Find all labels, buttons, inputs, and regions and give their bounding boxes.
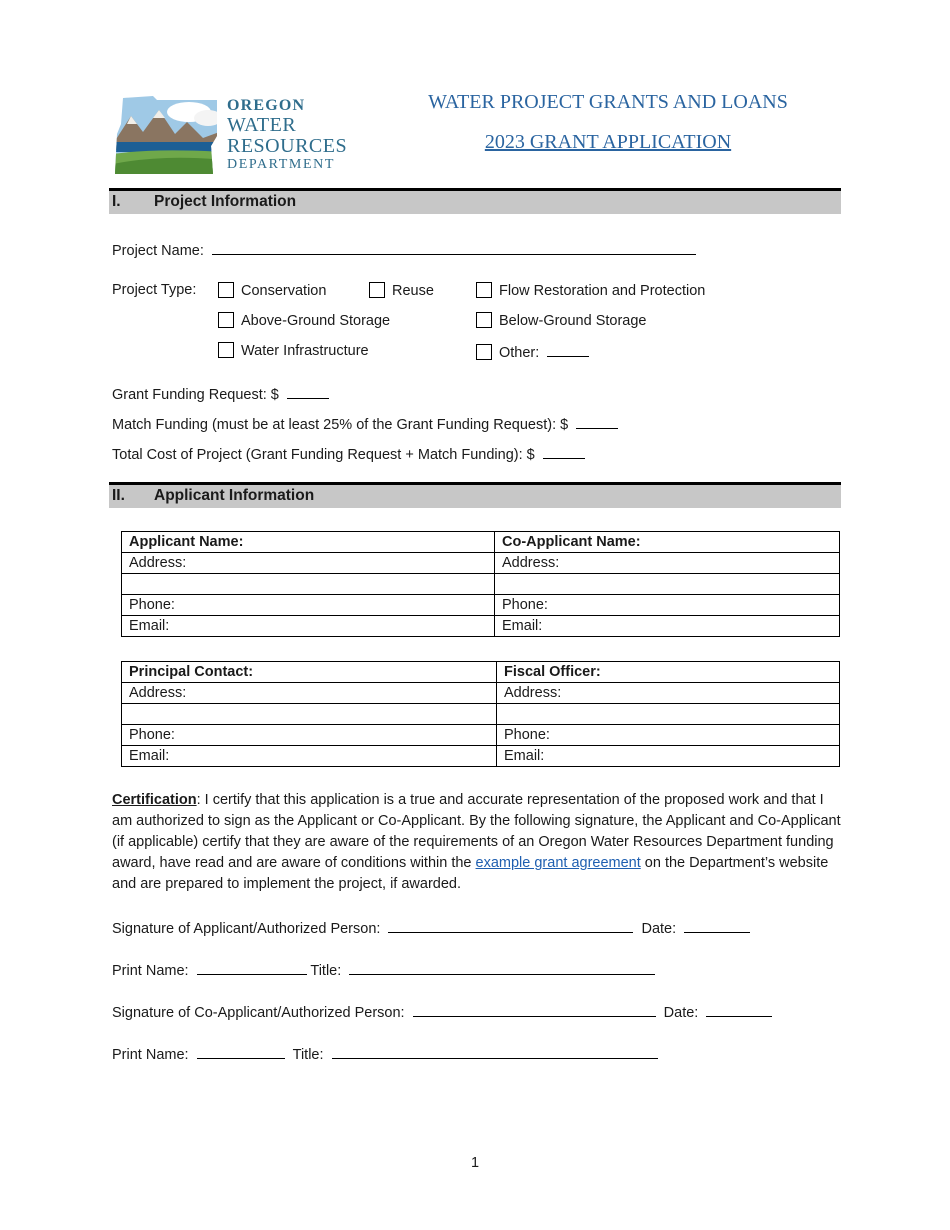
total-cost-row <box>112 444 585 463</box>
applicant-email-cell[interactable]: Email: <box>122 616 495 637</box>
type-reuse-option[interactable] <box>369 282 434 299</box>
applicant-table <box>121 531 840 637</box>
above-ground-label: Above-Ground Storage <box>241 313 391 329</box>
applicant-name-cell[interactable]: Applicant Name: <box>122 532 495 553</box>
flow-restoration-label: Flow Restoration and Protection <box>499 283 706 299</box>
conservation-label: Conservation <box>241 283 327 299</box>
reuse-label: Reuse <box>392 283 434 299</box>
grant-request-label: Grant Funding Request: $ <box>112 387 279 403</box>
type-above-ground-option[interactable] <box>218 312 390 329</box>
principal-email-cell[interactable]: Email: <box>122 746 497 767</box>
fiscal-address-line2-cell[interactable] <box>497 704 840 725</box>
logo-line-water: WATER <box>227 114 297 136</box>
match-funding-field[interactable] <box>576 414 618 429</box>
type-other-option[interactable] <box>476 342 589 361</box>
principal-contact-cell[interactable]: Principal Contact: <box>122 662 497 683</box>
applicant-date-field[interactable] <box>684 918 750 933</box>
section-header-project-information <box>109 188 841 214</box>
co-applicant-address-cell[interactable]: Address: <box>495 553 840 574</box>
grant-request-field[interactable] <box>287 384 329 399</box>
certification-label: Certification <box>112 792 197 808</box>
below-ground-label: Below-Ground Storage <box>499 313 647 329</box>
table-row <box>122 532 840 553</box>
type-conservation-option[interactable] <box>218 282 326 299</box>
other-field[interactable] <box>547 342 589 357</box>
section-title: Project Information <box>154 193 297 210</box>
co-applicant-print-name-field[interactable] <box>197 1044 285 1059</box>
logo-wordmark <box>227 98 347 172</box>
project-name-label: Project Name: <box>112 243 204 259</box>
example-grant-agreement-link[interactable]: example grant agreement <box>475 855 641 871</box>
table-row <box>122 553 840 574</box>
applicant-address-cell[interactable]: Address: <box>122 553 495 574</box>
section-number: I. <box>112 193 121 210</box>
project-type-label: Project Type: <box>112 282 197 298</box>
applicant-phone-cell[interactable]: Phone: <box>122 595 495 616</box>
water-infrastructure-label: Water Infrastructure <box>241 343 369 359</box>
table-row <box>122 616 840 637</box>
total-cost-field[interactable] <box>543 444 585 459</box>
other-label: Other: <box>499 345 540 361</box>
above-ground-checkbox[interactable] <box>218 312 234 328</box>
oregon-map-landscape-icon <box>113 94 225 178</box>
document-subtitle: 2023 GRANT APPLICATION <box>484 131 732 153</box>
logo-line-department: DEPARTMENT <box>227 157 335 172</box>
co-applicant-title-field[interactable] <box>332 1044 658 1059</box>
fiscal-address-cell[interactable]: Address: <box>497 683 840 704</box>
co-applicant-date-label: Date: <box>663 1005 699 1021</box>
table-row <box>122 704 840 725</box>
applicant-print-name-row <box>112 960 655 979</box>
principal-address-cell[interactable]: Address: <box>122 683 497 704</box>
table-row <box>122 725 840 746</box>
applicant-signature-field[interactable] <box>388 918 633 933</box>
project-name-field[interactable] <box>212 240 696 255</box>
principal-phone-cell[interactable]: Phone: <box>122 725 497 746</box>
co-applicant-print-name-label: Print Name: <box>112 1047 189 1063</box>
co-applicant-title-label: Title: <box>292 1047 324 1063</box>
certification-text-end: on the Department’s website and are prepared to implement the project, if awarded. <box>112 855 829 892</box>
applicant-print-name-label: Print Name: <box>112 963 189 979</box>
applicant-signature-label: Signature of Applicant/Authorized Person: <box>112 921 381 937</box>
section-number: II. <box>112 487 125 504</box>
applicant-print-name-field[interactable] <box>197 960 307 975</box>
fiscal-email-cell[interactable]: Email: <box>497 746 840 767</box>
section-title: Applicant Information <box>154 487 315 504</box>
table-row <box>122 683 840 704</box>
type-below-ground-option[interactable] <box>476 312 647 329</box>
applicant-title-field[interactable] <box>349 960 655 975</box>
co-applicant-signature-row <box>112 1002 772 1021</box>
co-applicant-print-name-row <box>112 1044 658 1063</box>
fiscal-phone-cell[interactable]: Phone: <box>497 725 840 746</box>
logo-line-resources: RESOURCES <box>227 135 348 157</box>
principal-address-line2-cell[interactable] <box>122 704 497 725</box>
co-applicant-phone-cell[interactable]: Phone: <box>495 595 840 616</box>
co-applicant-address-line2-cell[interactable] <box>495 574 840 595</box>
reuse-checkbox[interactable] <box>369 282 385 298</box>
table-row <box>122 595 840 616</box>
table-row <box>122 662 840 683</box>
total-cost-label: Total Cost of Project (Grant Funding Request + Match Funding): $ <box>112 447 535 463</box>
type-water-infrastructure-option[interactable] <box>218 342 369 359</box>
water-infrastructure-checkbox[interactable] <box>218 342 234 358</box>
document-title: WATER PROJECT GRANTS AND LOANS <box>428 91 788 113</box>
contact-table <box>121 661 840 767</box>
logo-line-oregon: OREGON <box>227 97 306 114</box>
fiscal-officer-cell[interactable]: Fiscal Officer: <box>497 662 840 683</box>
conservation-checkbox[interactable] <box>218 282 234 298</box>
below-ground-checkbox[interactable] <box>476 312 492 328</box>
oregon-wrd-logo <box>113 94 363 178</box>
certification-text: : I certify that this application is a true and accurate representation of the proposed work and that I am authorized to sign as the Applicant or Co-Applicant. By the following signature, the Applicant and Co-Applicant (if applicable) certify that they are aware of the requirements of an Oregon Water Resources Department funding award, have read and are aware of conditions within the <box>112 792 841 871</box>
applicant-title-label: Title: <box>310 963 342 979</box>
co-applicant-name-cell[interactable]: Co-Applicant Name: <box>495 532 840 553</box>
other-checkbox[interactable] <box>476 344 492 360</box>
table-row <box>122 574 840 595</box>
certification-paragraph <box>112 790 842 895</box>
type-flow-restoration-option[interactable] <box>476 282 705 299</box>
flow-restoration-checkbox[interactable] <box>476 282 492 298</box>
applicant-date-label: Date: <box>641 921 677 937</box>
table-row <box>122 746 840 767</box>
page-number: 1 <box>470 1155 480 1171</box>
grant-request-row <box>112 384 329 403</box>
project-name-row <box>112 240 696 259</box>
match-funding-label: Match Funding (must be at least 25% of the Grant Funding Request): $ <box>112 417 569 433</box>
co-applicant-signature-field[interactable] <box>413 1002 656 1017</box>
section-header-applicant-information <box>109 482 841 508</box>
applicant-address-line2-cell[interactable] <box>122 574 495 595</box>
co-applicant-date-field[interactable] <box>706 1002 772 1017</box>
co-applicant-signature-label: Signature of Co-Applicant/Authorized Person: <box>112 1005 405 1021</box>
co-applicant-email-cell[interactable]: Email: <box>495 616 840 637</box>
applicant-signature-row <box>112 918 750 937</box>
match-funding-row <box>112 414 618 433</box>
